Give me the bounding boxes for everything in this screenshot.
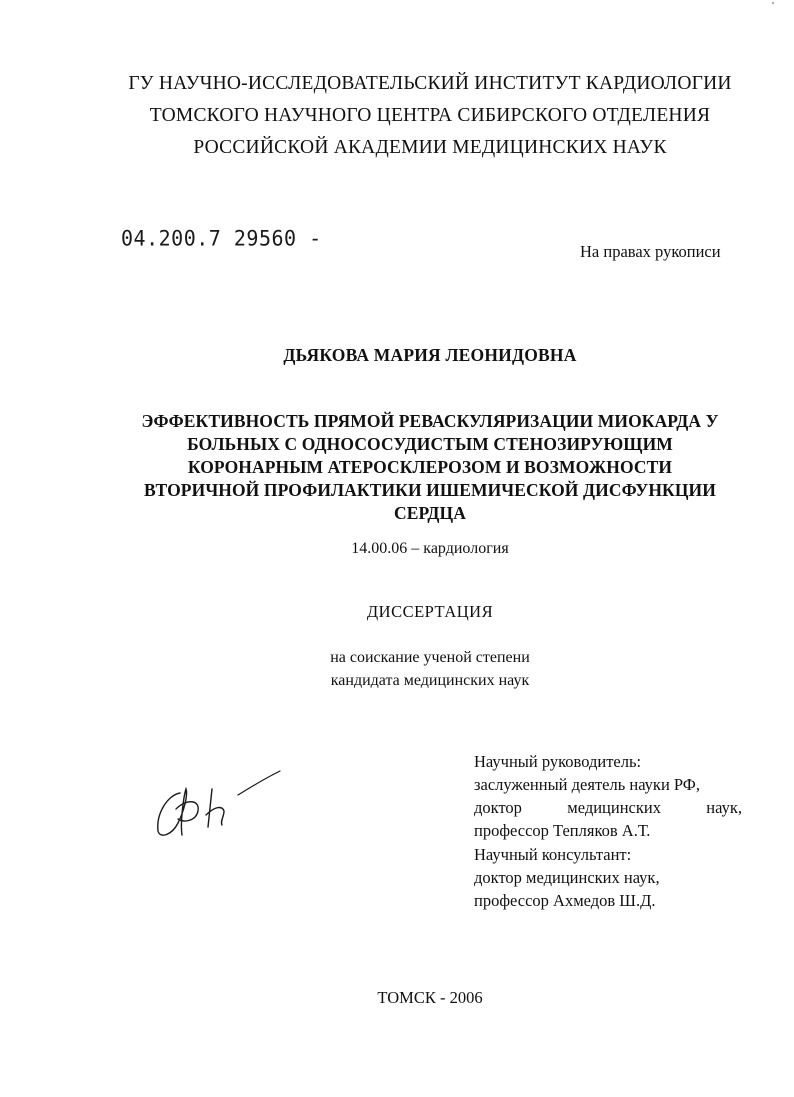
- degree-line: кандидата медицинских наук: [330, 672, 530, 689]
- institution-header: [0, 68, 794, 164]
- dissertation-title: [110, 410, 750, 525]
- supervisor-heading: Научный руководитель:: [474, 752, 642, 771]
- consultant-name: профессор Ахмедов Ш.Д.: [474, 891, 656, 910]
- consultant-degree: доктор медицинских наук,: [474, 868, 660, 887]
- title-line: СЕРДЦА: [393, 503, 467, 523]
- title-line: БОЛЬНЫХ С ОДНОСОСУДИСТЫМ СТЕНОЗИРУЮЩИМ: [187, 434, 673, 454]
- signature-drawing: [150, 765, 290, 845]
- supervisor-degree: [474, 796, 742, 819]
- institution-line: ГУ НАУЧНО-ИССЛЕДОВАТЕЛЬСКИЙ ИНСТИТУТ КАРДИОЛОГИИ: [128, 73, 732, 94]
- corner-mark: ': [772, 0, 774, 12]
- rights-note: На правах рукописи: [580, 242, 721, 261]
- registration-stamp-number: 04.200.7 29560 -: [121, 225, 322, 251]
- document-type: ДИССЕРТАЦИЯ: [366, 602, 494, 621]
- supervisors-block: [474, 750, 742, 912]
- degree-statement: [0, 646, 794, 692]
- specialty-code: 14.00.06 – кардиология: [351, 540, 509, 557]
- consultant-heading: Научный консультант:: [474, 845, 632, 864]
- degree-line: на соискание ученой степени: [330, 649, 530, 666]
- author-name: ДЬЯКОВА МАРИЯ ЛЕОНИДОВНА: [283, 345, 577, 365]
- supervisor-degree-word: медицинских: [567, 798, 661, 817]
- title-line: ВТОРИЧНОЙ ПРОФИЛАКТИКИ ИШЕМИЧЕСКОЙ ДИСФУНКЦИИ: [144, 480, 716, 500]
- city-year: ТОМСК - 2006: [377, 988, 483, 1007]
- supervisor-title: заслуженный деятель науки РФ,: [474, 775, 700, 794]
- supervisor-degree-word: доктор: [474, 798, 522, 817]
- institution-line: РОССИЙСКОЙ АКАДЕМИИ МЕДИЦИНСКИХ НАУК: [193, 137, 667, 158]
- institution-line: ТОМСКОГО НАУЧНОГО ЦЕНТРА СИБИРСКОГО ОТДЕЛЕНИЯ: [149, 105, 711, 126]
- supervisor-name: профессор Тепляков А.Т.: [474, 821, 651, 840]
- title-line: ЭФФЕКТИВНОСТЬ ПРЯМОЙ РЕВАСКУЛЯРИЗАЦИИ МИОКАРДА У: [141, 411, 719, 431]
- title-line: КОРОНАРНЫМ АТЕРОСКЛЕРОЗОМ И ВОЗМОЖНОСТИ: [187, 457, 673, 477]
- supervisor-degree-word: наук,: [706, 798, 742, 817]
- handwritten-signature: [150, 765, 290, 845]
